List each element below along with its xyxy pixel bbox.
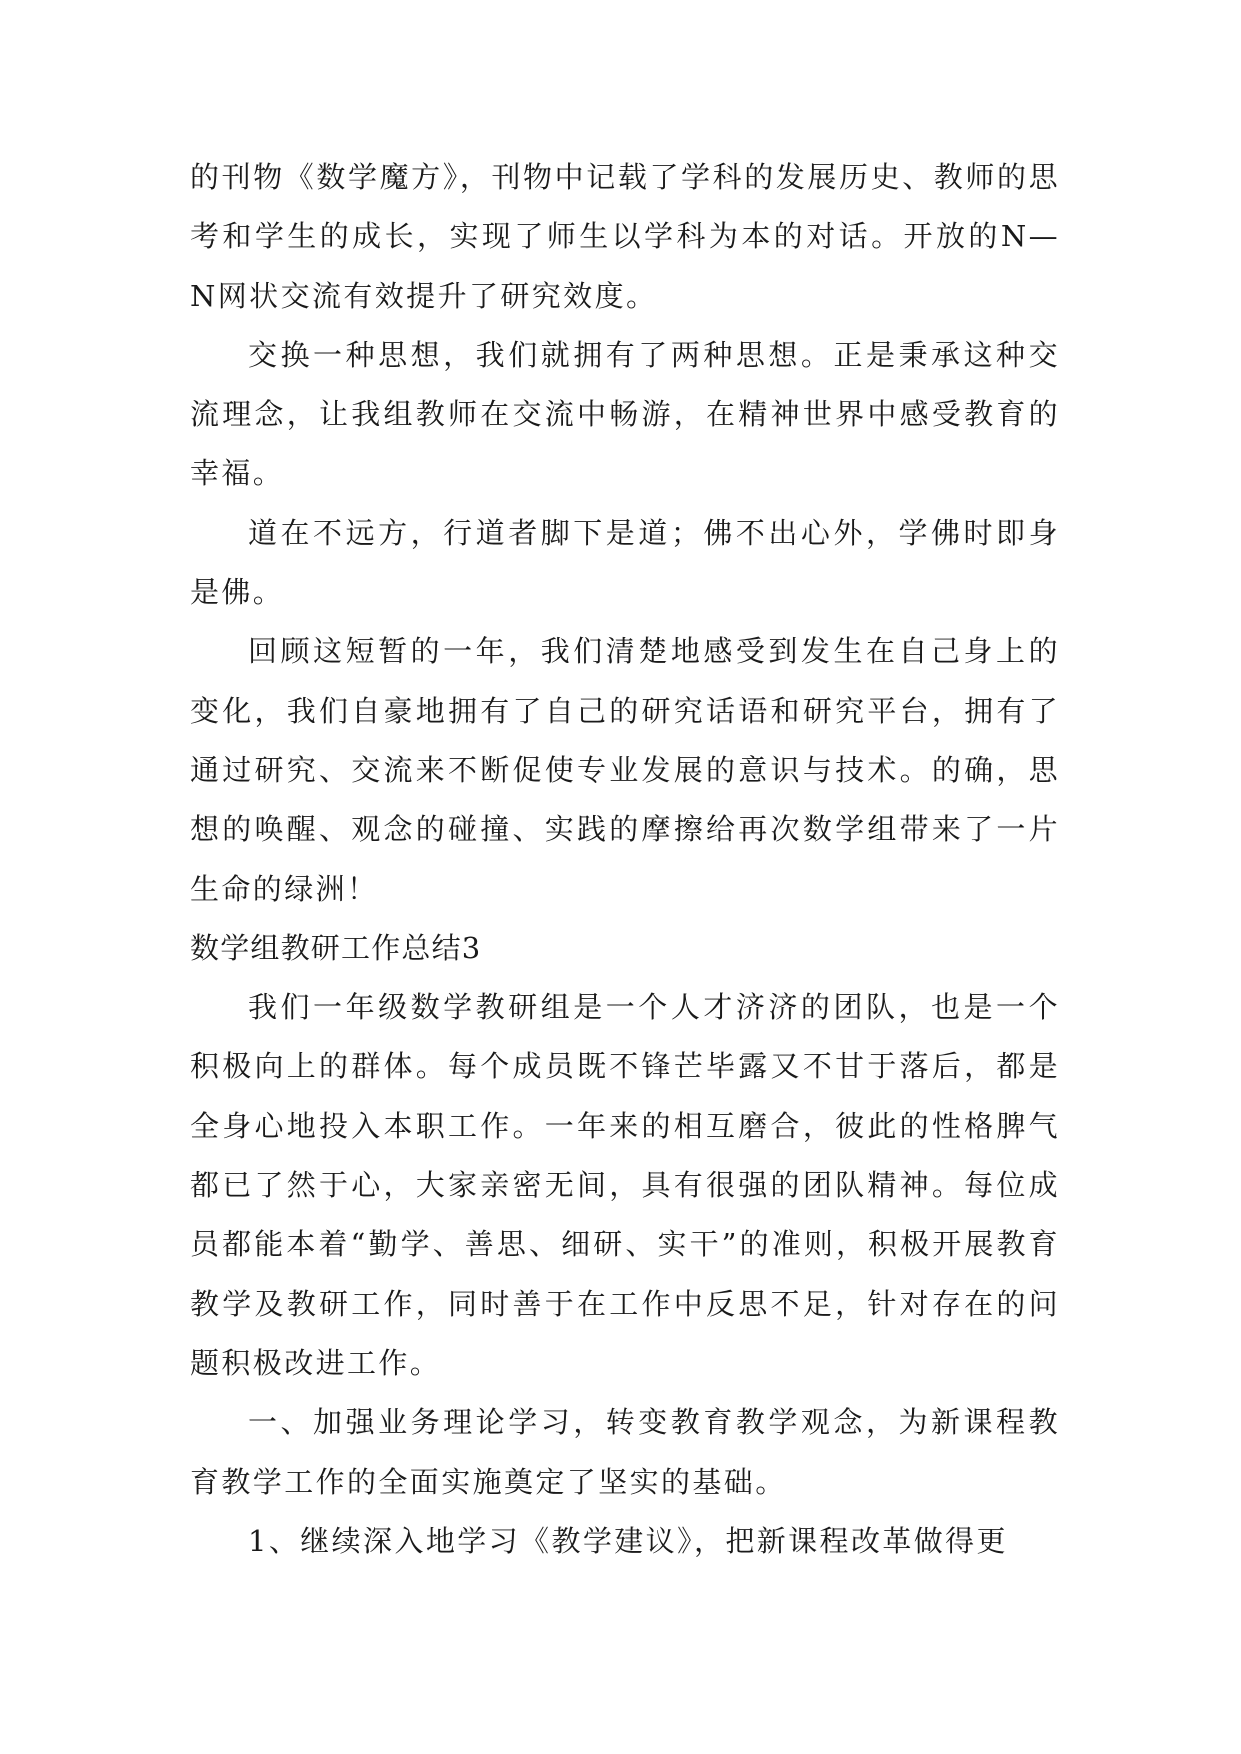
paragraph-team-intro: 我们一年级数学教研组是一个人才济济的团队，也是一个积极向上的群体。每个成员既不锋芒毕露又不甘于落后，都是全身心地投入本职工作。一年来的相互磨合，彼此的性格脾气都已了然于心，大家亲密无间，具有很强的团队精神。每位成员都能本着“勤学、善思、细研、实干”的准则，积极开展教育教学及教研工作，同时善于在工作中反思不足，针对存在的问题积极改进工作。	[190, 990, 1060, 1380]
document-body	[190, 148, 1060, 1571]
section-heading: 数学组教研工作总结3	[190, 930, 482, 965]
paragraph-point-one: 一、加强业务理论学习，转变教育教学观念，为新课程教育教学工作的全面实施奠定了坚实的基础。	[190, 1405, 1060, 1499]
paragraph-exchange-ideas: 交换一种思想，我们就拥有了两种思想。正是秉承这种交流理念，让我组教师在交流中畅游，在精神世界中感受教育的幸福。	[190, 337, 1060, 491]
paragraph-continuation: 的刊物《数学魔方》，刊物中记载了学科的发展历史、教师的思考和学生的成长，实现了师生以学科为本的对话。开放的N—N网状交流有效提升了研究效度。	[190, 160, 1060, 313]
paragraph-sub-point-one: 1、继续深入地学习《教学建议》，把新课程改革做得更	[248, 1523, 1008, 1558]
paragraph-review: 回顾这短暂的一年，我们清楚地感受到发生在自己身上的变化，我们自豪地拥有了自己的研究话语和研究平台，拥有了通过研究、交流来不断促使专业发展的意识与技术。的确，思想的唤醒、观念的碰撞、实践的摩擦给再次数学组带来了一片生命的绿洲！	[190, 634, 1060, 906]
paragraph-dao-quote: 道在不远方，行道者脚下是道；佛不出心外，学佛时即身是佛。	[190, 515, 1060, 610]
